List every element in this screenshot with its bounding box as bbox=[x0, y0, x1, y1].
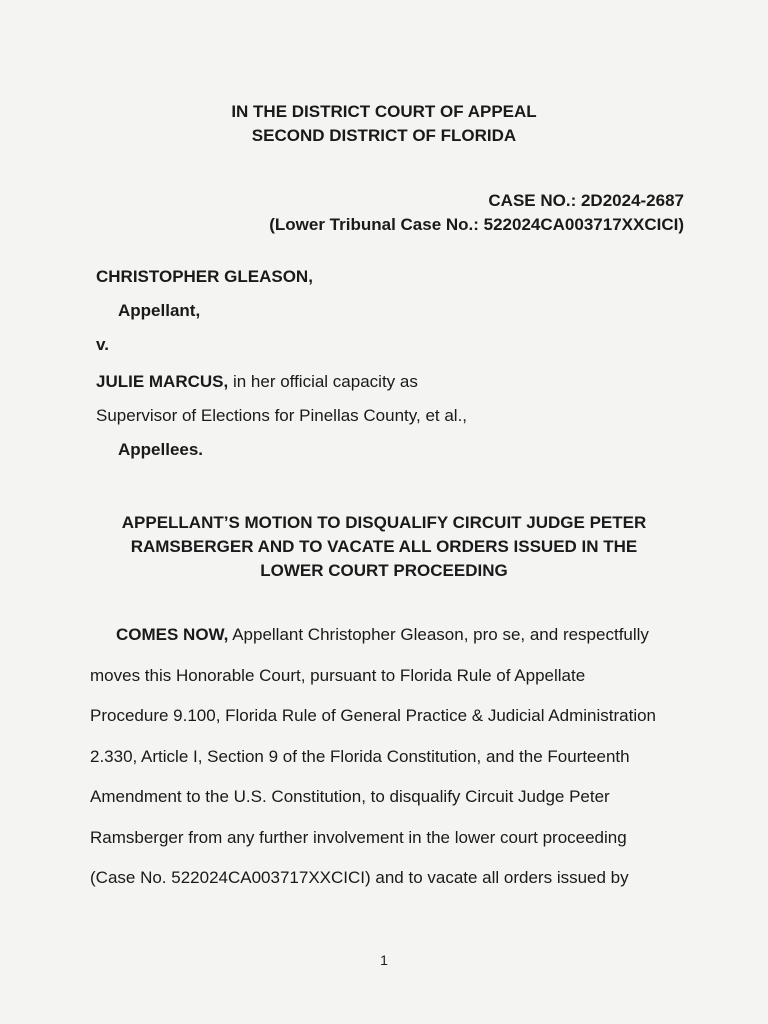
court-heading-line1: IN THE DISTRICT COURT OF APPEAL bbox=[231, 102, 537, 121]
motion-title-line1: APPELLANT’S MOTION TO DISQUALIFY CIRCUIT JUDGE PETER bbox=[121, 513, 647, 532]
body-line-4: 2.330, Article I, Section 9 of the Florida Constitution, and the Fourteenth bbox=[90, 746, 630, 766]
appellee-line bbox=[96, 372, 418, 392]
appellee-role: Appellees. bbox=[118, 440, 204, 459]
appellee-capacity: in her official capacity as bbox=[228, 372, 418, 391]
case-number: CASE NO.: 2D2024-2687 bbox=[488, 191, 684, 210]
case-info bbox=[269, 189, 684, 237]
body-lead: COMES NOW, bbox=[116, 625, 229, 644]
motion-body bbox=[90, 615, 690, 899]
motion-title-line2: RAMSBERGER AND TO VACATE ALL ORDERS ISSUED IN THE bbox=[130, 537, 638, 556]
body-line-1 bbox=[90, 615, 690, 656]
body-line-2: moves this Honorable Court, pursuant to Florida Rule of Appellate bbox=[90, 665, 586, 685]
body-line-6: Ramsberger from any further involvement in the lower court proceeding bbox=[90, 827, 627, 847]
court-heading bbox=[0, 100, 768, 148]
body-line-1-text: Appellant Christopher Gleason, pro se, and respectfully bbox=[228, 625, 649, 644]
page-number: 1 bbox=[380, 952, 388, 968]
appellant-name: CHRISTOPHER GLEASON, bbox=[96, 267, 313, 286]
body-line-7: (Case No. 522024CA003717XXCICI) and to vacate all orders issued by bbox=[90, 868, 629, 887]
motion-title bbox=[0, 511, 768, 583]
body-line-5: Amendment to the U.S. Constitution, to disqualify Circuit Judge Peter bbox=[90, 787, 610, 806]
versus: v. bbox=[96, 335, 109, 354]
appellee-name: JULIE MARCUS, bbox=[96, 372, 229, 391]
appellant-role: Appellant, bbox=[118, 301, 201, 320]
lower-tribunal-case-number: (Lower Tribunal Case No.: 522024CA003717XXCICI) bbox=[269, 215, 684, 234]
court-heading-line2: SECOND DISTRICT OF FLORIDA bbox=[251, 126, 517, 145]
body-line-3: Procedure 9.100, Florida Rule of General Practice & Judicial Administration bbox=[90, 706, 657, 725]
motion-title-line3: LOWER COURT PROCEEDING bbox=[260, 561, 508, 580]
appellee-office: Supervisor of Elections for Pinellas County, et al., bbox=[96, 406, 468, 425]
